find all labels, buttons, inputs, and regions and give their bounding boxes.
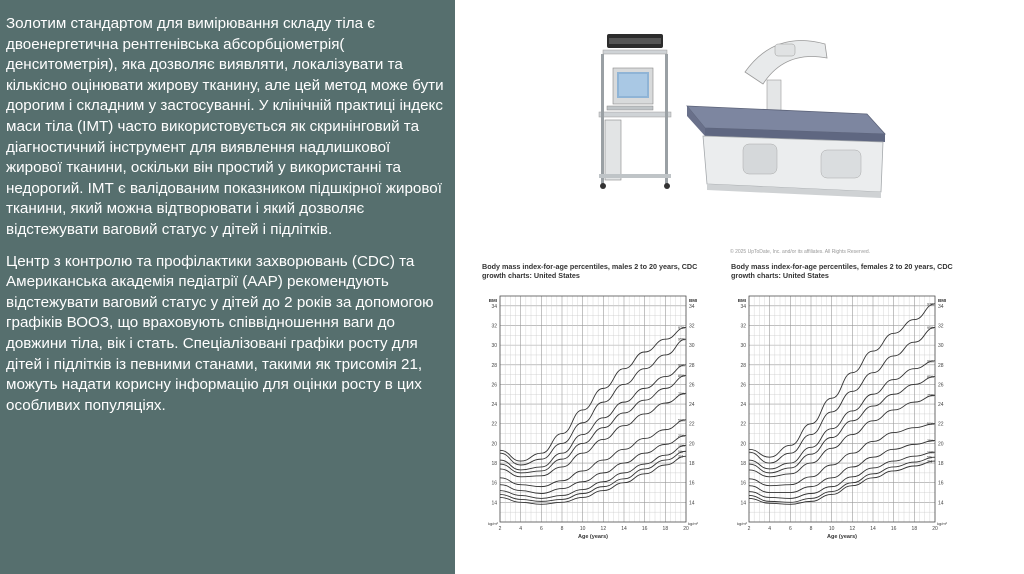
y-tick-label: 32 bbox=[689, 323, 695, 330]
bmi-chart-females bbox=[731, 262, 953, 542]
y-tick-label: 22 bbox=[740, 421, 746, 428]
y-tick-label: 16 bbox=[740, 480, 746, 487]
y-tick-label: 26 bbox=[740, 382, 746, 389]
y-tick-label: 18 bbox=[740, 461, 746, 468]
x-tick-label: 18 bbox=[662, 526, 669, 532]
y-tick-label: 24 bbox=[491, 402, 497, 409]
y-tick-label: 30 bbox=[491, 343, 497, 350]
bmi-chart-males bbox=[482, 262, 704, 542]
x-axis-label: Age (years) bbox=[578, 534, 608, 540]
y-tick-label: 34 bbox=[491, 303, 497, 310]
chart-title: Body mass index-for-age percentiles, females 2 to 20 years, CDC growth charts: United States bbox=[731, 262, 953, 280]
y-tick-label: 16 bbox=[491, 480, 497, 487]
x-tick-label: 14 bbox=[870, 526, 876, 532]
y-tick-label: 24 bbox=[740, 402, 746, 409]
y-tick-label: 26 bbox=[689, 382, 695, 389]
x-tick-label: 8 bbox=[809, 526, 813, 532]
paragraph-cdc-recommendations: Центр з контролю та профілактики захворювань (CDC) та Американська академія педіатрії (AAP) рекомендують відстежувати ваговий статус у дітей до 2 років за допомогою графіків ВООЗ, що враховують співвідношення ваги до довжини тіла, вік і стать. Спеціалізовані графіки росту для дітей і підлітків із певними станами, такими як трисомія 21, можуть надати корисну інформацію для оцінки росту в цих особливих популяціях. bbox=[6, 252, 434, 414]
x-tick-label: 2 bbox=[498, 526, 502, 532]
y-tick-label: 24 bbox=[689, 402, 695, 409]
y-tick-label: 20 bbox=[938, 441, 944, 448]
x-tick-label: 16 bbox=[890, 526, 897, 532]
y-tick-label: 26 bbox=[938, 382, 944, 389]
y-tick-label: 16 bbox=[938, 480, 944, 487]
y-tick-label: 14 bbox=[689, 500, 695, 507]
y-tick-label: 16 bbox=[689, 480, 695, 487]
x-axis-label: Age (years) bbox=[827, 534, 857, 540]
unit-label: kg/m² bbox=[688, 521, 698, 526]
y-tick-label: 28 bbox=[491, 362, 497, 369]
y-tick-label: 14 bbox=[491, 500, 497, 507]
series-label: 90th bbox=[678, 363, 685, 368]
y-tick-label: 20 bbox=[740, 441, 746, 448]
y-tick-label: 18 bbox=[689, 461, 695, 468]
x-tick-label: 16 bbox=[641, 526, 648, 532]
y-tick-label: 30 bbox=[938, 343, 944, 350]
y-axis-label: BMI bbox=[488, 298, 497, 303]
y-tick-label: 24 bbox=[938, 402, 944, 409]
workstation-cart bbox=[599, 34, 671, 189]
series-label: 5th bbox=[927, 455, 932, 460]
y-tick-label: 18 bbox=[938, 461, 944, 468]
y-tick-label: 32 bbox=[740, 323, 746, 330]
y-tick-label: 28 bbox=[938, 362, 944, 369]
y-tick-label: 34 bbox=[689, 303, 695, 310]
x-tick-label: 6 bbox=[788, 526, 792, 532]
series-label: 75th bbox=[678, 391, 685, 396]
x-tick-label: 4 bbox=[768, 526, 772, 532]
x-tick-label: 6 bbox=[539, 526, 543, 532]
x-tick-label: 12 bbox=[849, 526, 856, 532]
series-label: 85th bbox=[678, 374, 685, 379]
text-panel bbox=[0, 0, 455, 574]
x-tick-label: 18 bbox=[911, 526, 918, 532]
y-tick-label: 34 bbox=[938, 303, 944, 310]
series-label: 50th bbox=[927, 422, 934, 427]
series-label: 3rd bbox=[927, 459, 933, 464]
dexa-scanner-illustration bbox=[595, 24, 905, 204]
illustrations-area bbox=[455, 0, 1024, 574]
x-tick-label: 20 bbox=[683, 526, 689, 532]
series-label: 3rd bbox=[678, 454, 684, 459]
series-label: 50th bbox=[678, 418, 685, 423]
unit-label: kg/m² bbox=[737, 521, 747, 526]
unit-label: kg/m² bbox=[937, 521, 947, 526]
unit-label: kg/m² bbox=[488, 521, 498, 526]
copyright-note: © 2025 UpToDate, Inc. and/or its affiliates. All Rights Reserved. bbox=[730, 249, 871, 255]
y-tick-label: 14 bbox=[938, 500, 944, 507]
y-tick-label: 20 bbox=[689, 441, 695, 448]
y-axis-label: BMI bbox=[689, 298, 698, 303]
y-tick-label: 30 bbox=[689, 343, 695, 350]
y-tick-label: 32 bbox=[491, 323, 497, 330]
series-label: 95th bbox=[678, 337, 685, 342]
series-label: 5th bbox=[678, 449, 683, 454]
paragraph-body-composition: Золотим стандартом для вимірювання складу тіла є двоенергетична рентгенівська абсорбціометрія( денситометрія), яка дозволяє виявляти, локалізувати та кількісно оцінювати жирову тканину, але цей метод може бути дорогим і складним у застосуванні. У клінічній практиці індекс маси тіла (ІМТ) часто використовується як скринінговий та діагностичний інструмент для виявлення надлишкової жирової тканини, оскільки він простий у використанні та недорогий. ІМТ є валідованим показником підшкірної жирової тканини, який можна відтворювати і який дозволяє відстежувати ваговий статус у дітей і підлітків. bbox=[6, 15, 444, 238]
y-axis-label: BMI bbox=[737, 298, 746, 303]
chart-title: Body mass index-for-age percentiles, males 2 to 20 years, CDC growth charts: United States bbox=[482, 262, 698, 280]
y-axis-label: BMI bbox=[938, 298, 947, 303]
y-tick-label: 14 bbox=[740, 500, 746, 507]
series-label: 25th bbox=[927, 438, 934, 443]
y-tick-label: 32 bbox=[938, 323, 944, 330]
scanner-table bbox=[687, 41, 885, 199]
x-tick-label: 2 bbox=[747, 526, 751, 532]
y-tick-label: 34 bbox=[740, 303, 746, 310]
x-tick-label: 12 bbox=[600, 526, 607, 532]
chart-plot bbox=[482, 290, 704, 542]
series-label: 75th bbox=[927, 393, 934, 398]
y-tick-label: 28 bbox=[740, 362, 746, 369]
series-label: 10th bbox=[927, 450, 934, 455]
y-tick-label: 28 bbox=[689, 362, 695, 369]
series-label: 97th bbox=[927, 302, 934, 307]
series-label: 95th bbox=[927, 325, 934, 330]
y-tick-label: 22 bbox=[689, 421, 695, 428]
x-tick-label: 14 bbox=[621, 526, 627, 532]
series-label: 25th bbox=[678, 434, 685, 439]
x-tick-label: 4 bbox=[519, 526, 523, 532]
x-tick-label: 20 bbox=[932, 526, 938, 532]
y-tick-label: 18 bbox=[491, 461, 497, 468]
x-tick-label: 8 bbox=[560, 526, 564, 532]
chart-plot bbox=[731, 290, 953, 542]
series-label: 10th bbox=[678, 443, 685, 448]
y-tick-label: 22 bbox=[491, 421, 497, 428]
series-label: 97th bbox=[678, 325, 685, 330]
y-tick-label: 20 bbox=[491, 441, 497, 448]
y-tick-label: 30 bbox=[740, 343, 746, 350]
y-tick-label: 26 bbox=[491, 382, 497, 389]
series-label: 85th bbox=[927, 375, 934, 380]
series-label: 90th bbox=[927, 359, 934, 364]
x-tick-label: 10 bbox=[828, 526, 835, 532]
y-tick-label: 22 bbox=[938, 421, 944, 428]
x-tick-label: 10 bbox=[579, 526, 586, 532]
